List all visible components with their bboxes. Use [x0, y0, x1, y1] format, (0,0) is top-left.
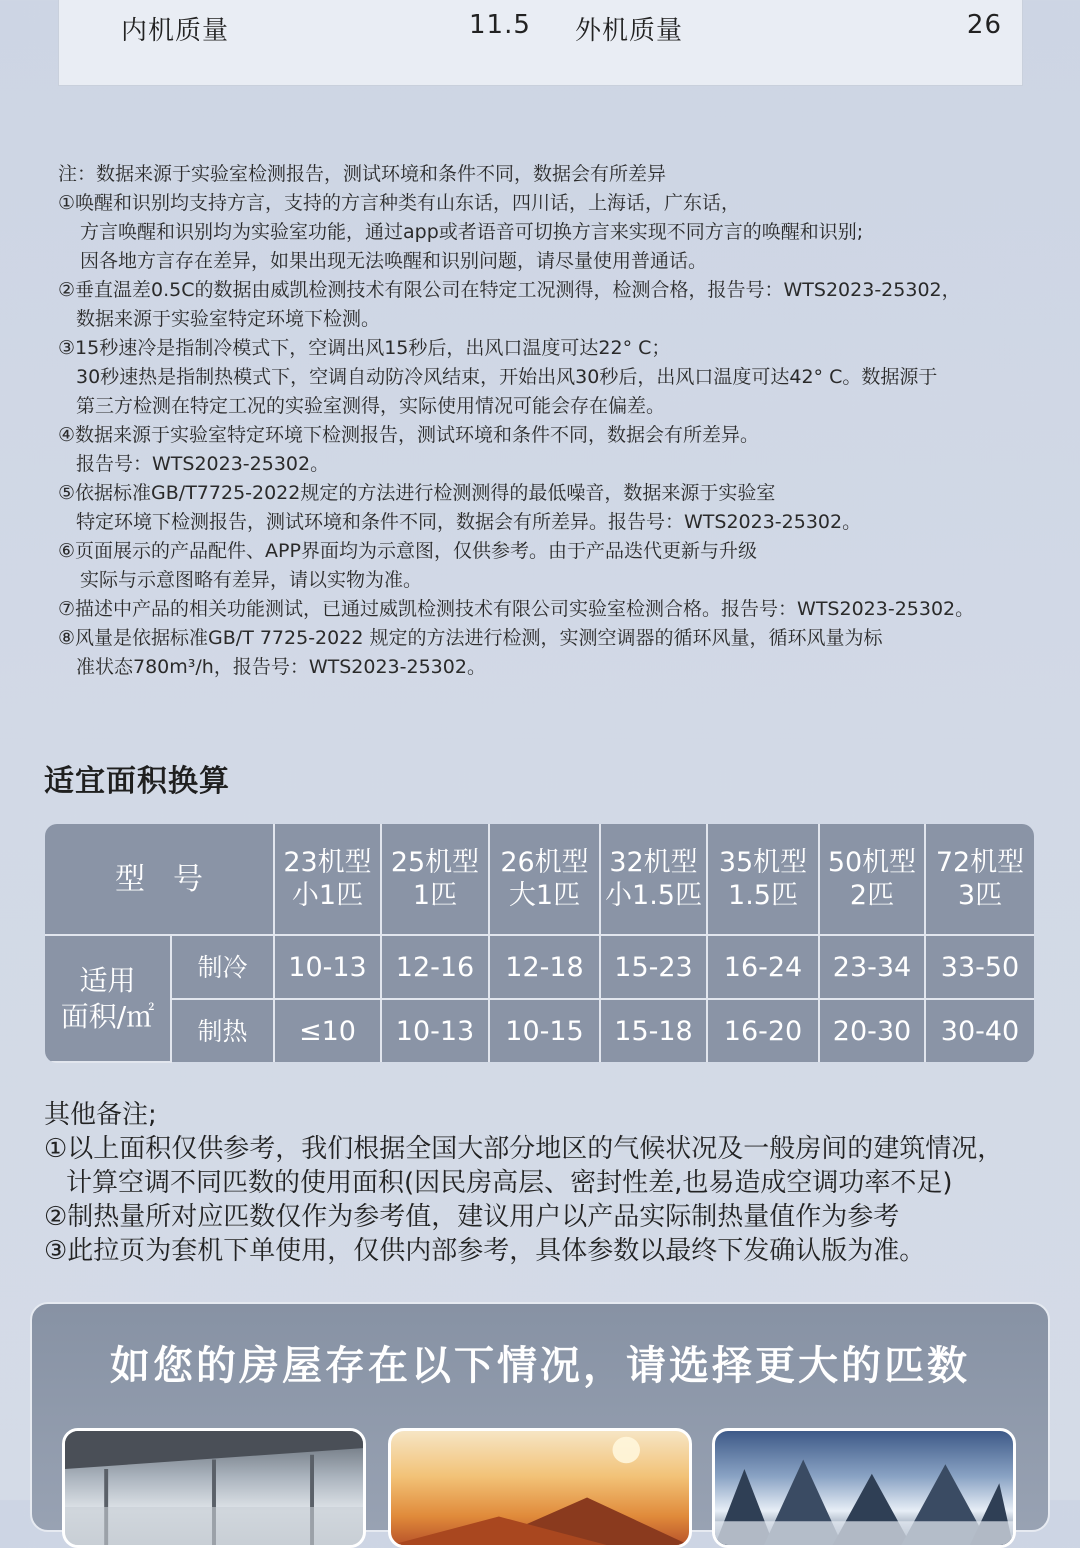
area-section-title: 适宜面积换算 — [44, 764, 230, 799]
remark-line: ③此拉页为套机下单使用，仅供内部参考，具体参数以最终下发确认版为准。 — [44, 1236, 926, 1266]
area-conversion-table — [45, 824, 1034, 1063]
heating-area-cell: 15-18 — [600, 999, 707, 1062]
table-row-heating — [45, 999, 1034, 1062]
note-line: 实际与示意图略有差异，请以实物为准。 — [80, 569, 423, 591]
indoor-weight-value: 11.5 — [469, 10, 531, 40]
snowy-cold-photo — [712, 1428, 1016, 1548]
heating-area-cell: 16-20 — [707, 999, 819, 1062]
disclaimer-notes — [58, 160, 1048, 682]
remark-line: ①以上面积仅供参考，我们根据全国大部分地区的气候状况及一般房间的建筑情况， — [44, 1134, 1004, 1164]
note-line: ③15秒速冷是指制冷模式下，空调出风15秒后，出风口温度可达22° C； — [58, 337, 671, 359]
heating-area-cell: 30-40 — [925, 999, 1034, 1062]
note-line: ⑧风量是依据标准GB/T 7725-2022 规定的方法进行检测，实测空调器的循环风量，循环风量为标 — [58, 627, 883, 649]
note-line: 因各地方言存在差异，如果出现无法唤醒和识别问题，请尽量使用普通话。 — [80, 250, 708, 272]
heating-area-cell: 20-30 — [819, 999, 925, 1062]
sunny-hot-photo — [388, 1428, 692, 1548]
note-line: 30秒速热是指制热模式下，空调自动防冷风结束，开始出风30秒后，出风口温度可达42° C。数据源于 — [76, 366, 938, 388]
banner-headline: 如您的房屋存在以下情况，请选择更大的匹数 — [110, 1343, 970, 1389]
note-line: 特定环境下检测报告，测试环境和条件不同，数据会有所差异。报告号：WTS2023-25302。 — [76, 511, 862, 533]
model-cell: 72机型 3匹 — [925, 824, 1034, 935]
outdoor-weight-value: 26 — [966, 10, 1002, 40]
cooling-area-cell: 23-34 — [819, 935, 925, 999]
remarks-title: 其他备注; — [44, 1100, 157, 1130]
note-line: ⑥页面展示的产品配件、APP界面均为示意图，仅供参考。由于产品迭代更新与升级 — [58, 540, 757, 562]
note-line: 第三方检测在特定工况的实验室测得，实际使用情况可能会存在偏差。 — [76, 395, 666, 417]
note-line: 报告号：WTS2023-25302。 — [76, 453, 330, 475]
cooling-area-cell: 12-16 — [381, 935, 489, 999]
model-cell: 23机型 小1匹 — [274, 824, 381, 935]
model-cell: 35机型 1.5匹 — [707, 824, 819, 935]
heating-label: 制热 — [171, 999, 274, 1062]
glass-room-photo — [62, 1428, 366, 1548]
note-line: ⑤依据标准GB/T7725-2022规定的方法进行检测测得的最低噪音，数据来源于实验室 — [58, 482, 776, 504]
model-cell: 32机型 小1.5匹 — [600, 824, 707, 935]
table-header-row — [45, 824, 1034, 935]
heating-area-cell: ≤10 — [274, 999, 381, 1062]
larger-capacity-banner — [30, 1302, 1050, 1532]
usable-area-header: 适用 面积/㎡ — [45, 935, 171, 1062]
note-line: 准状态780m³/h，报告号：WTS2023-25302。 — [76, 656, 486, 678]
note-line: ④数据来源于实验室特定环境下检测报告，测试环境和条件不同，数据会有所差异。 — [58, 424, 760, 446]
model-cell: 25机型 1匹 — [381, 824, 489, 935]
model-cell: 50机型 2匹 — [819, 824, 925, 935]
cooling-area-cell: 16-24 — [707, 935, 819, 999]
note-line: ②垂直温差0.5C的数据由威凯检测技术有限公司在特定工况测得，检测合格，报告号：WTS2023-25302， — [58, 279, 961, 301]
cooling-label: 制冷 — [171, 935, 274, 999]
model-header: 型号 — [45, 824, 274, 935]
model-cell: 26机型 大1匹 — [489, 824, 600, 935]
table-row-cooling — [45, 935, 1034, 999]
note-line: ⑦描述中产品的相关功能测试，已通过威凯检测技术有限公司实验室检测合格。报告号：WTS2023-25302。 — [58, 598, 975, 620]
outdoor-weight-label: 外机质量 — [575, 16, 684, 46]
heating-area-cell: 10-13 — [381, 999, 489, 1062]
cooling-area-cell: 12-18 — [489, 935, 600, 999]
weight-spec-box — [58, 0, 1023, 86]
cooling-area-cell: 10-13 — [274, 935, 381, 999]
cooling-area-cell: 15-23 — [600, 935, 707, 999]
note-line: 方言唤醒和识别均为实验室功能，通过app或者语音可切换方言来实现不同方言的唤醒和识别; — [80, 221, 864, 243]
note-line: 数据来源于实验室特定环境下检测。 — [76, 308, 381, 330]
other-remarks — [44, 1098, 1054, 1268]
heating-area-cell: 10-15 — [489, 999, 600, 1062]
indoor-weight-label: 内机质量 — [121, 16, 230, 46]
remark-line: 计算空调不同匹数的使用面积(因民房高层、密封性差,也易造成空调功率不足) — [66, 1168, 953, 1198]
note-line: 注：数据来源于实验室检测报告，测试环境和条件不同，数据会有所差异 — [58, 163, 667, 185]
remark-line: ②制热量所对应匹数仅作为参考值，建议用户以产品实际制热量值作为参考 — [44, 1202, 900, 1232]
note-line: ①唤醒和识别均支持方言，支持的方言种类有山东话，四川话，上海话，广东话， — [58, 192, 741, 214]
cooling-area-cell: 33-50 — [925, 935, 1034, 999]
